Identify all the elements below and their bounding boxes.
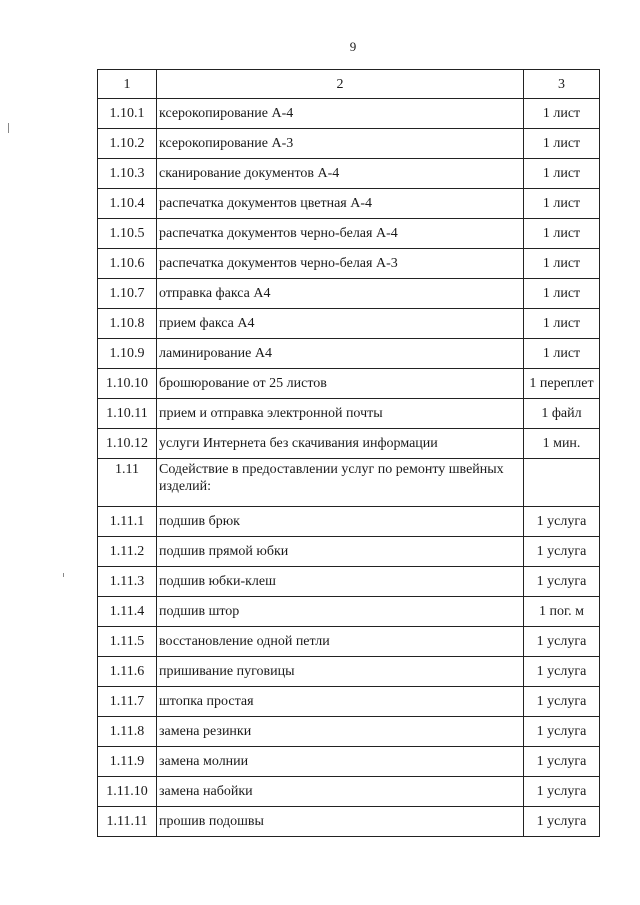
service-name-cell: услуги Интернета без скачивания информации [157,429,524,459]
table-row [98,429,600,459]
table-row [98,507,600,537]
scan-mark-left-2 [63,573,64,577]
service-name-cell: подшив юбки-клеш [157,567,524,597]
unit-cell [524,459,600,507]
row-number-cell: 1.11.4 [98,597,157,627]
unit-cell: 1 услуга [524,567,600,597]
unit-cell: 1 лист [524,129,600,159]
service-name-cell: пришивание пуговицы [157,657,524,687]
row-number-cell: 1.10.7 [98,279,157,309]
service-name-cell: подшив штор [157,597,524,627]
row-number-cell: 1.10.9 [98,339,157,369]
table-header-row [98,70,600,99]
service-name-cell: замена набойки [157,777,524,807]
service-name-cell: распечатка документов цветная А-4 [157,189,524,219]
service-name-cell: сканирование документов А-4 [157,159,524,189]
table-row [98,279,600,309]
unit-cell: 1 переплет [524,369,600,399]
unit-cell: 1 лист [524,99,600,129]
row-number-cell: 1.11.11 [98,807,157,837]
table-row [98,249,600,279]
header-col-1: 1 [98,70,157,99]
service-name-cell: Содействие в предоставлении услуг по ремонту швейных изделий: [157,459,524,507]
row-number-cell: 1.11.8 [98,717,157,747]
table-row [98,339,600,369]
unit-cell: 1 лист [524,279,600,309]
table-row [98,159,600,189]
unit-cell: 1 лист [524,189,600,219]
row-number-cell: 1.10.8 [98,309,157,339]
table-row [98,129,600,159]
row-number-cell: 1.11.1 [98,507,157,537]
service-name-cell: брошюрование от 25 листов [157,369,524,399]
row-number-cell: 1.11.9 [98,747,157,777]
service-name-cell: подшив брюк [157,507,524,537]
row-number-cell: 1.11 [98,459,157,507]
unit-cell: 1 лист [524,249,600,279]
row-number-cell: 1.10.2 [98,129,157,159]
table-row [98,777,600,807]
unit-cell: 1 услуга [524,717,600,747]
service-name-cell: ксерокопирование А-3 [157,129,524,159]
row-number-cell: 1.11.6 [98,657,157,687]
service-name-cell: распечатка документов черно-белая А-4 [157,219,524,249]
service-name-cell: замена молнии [157,747,524,777]
unit-cell: 1 лист [524,339,600,369]
table-row [98,99,600,129]
table-row [98,567,600,597]
table-row [98,399,600,429]
service-name-cell: восстановление одной петли [157,627,524,657]
table-row [98,807,600,837]
row-number-cell: 1.10.6 [98,249,157,279]
unit-cell: 1 пог. м [524,597,600,627]
unit-cell: 1 услуга [524,687,600,717]
table-row [98,369,600,399]
unit-cell: 1 услуга [524,777,600,807]
row-number-cell: 1.11.5 [98,627,157,657]
scan-mark-left [8,123,9,133]
row-number-cell: 1.10.1 [98,99,157,129]
service-name-cell: прошив подошвы [157,807,524,837]
unit-cell: 1 лист [524,219,600,249]
table-row [98,309,600,339]
unit-cell: 1 услуга [524,537,600,567]
row-number-cell: 1.10.10 [98,369,157,399]
table-row [98,597,600,627]
row-number-cell: 1.10.11 [98,399,157,429]
unit-cell: 1 услуга [524,627,600,657]
service-name-cell: замена резинки [157,717,524,747]
table-row [98,189,600,219]
row-number-cell: 1.10.4 [98,189,157,219]
row-number-cell: 1.10.5 [98,219,157,249]
table-row [98,627,600,657]
page-number: 9 [349,39,357,54]
row-number-cell: 1.11.10 [98,777,157,807]
table-row [98,687,600,717]
row-number-cell: 1.11.3 [98,567,157,597]
row-number-cell: 1.10.12 [98,429,157,459]
header-col-2: 2 [157,70,524,99]
table-row [98,459,600,507]
unit-cell: 1 лист [524,159,600,189]
table-row [98,717,600,747]
service-name-cell: ламинирование А4 [157,339,524,369]
unit-cell: 1 услуга [524,807,600,837]
row-number-cell: 1.10.3 [98,159,157,189]
service-name-cell: ксерокопирование А-4 [157,99,524,129]
unit-cell: 1 услуга [524,507,600,537]
service-name-cell: подшив прямой юбки [157,537,524,567]
table-row [98,657,600,687]
unit-cell: 1 мин. [524,429,600,459]
row-number-cell: 1.11.2 [98,537,157,567]
service-name-cell: распечатка документов черно-белая А-3 [157,249,524,279]
service-name-cell: прием и отправка электронной почты [157,399,524,429]
table-row [98,537,600,567]
table-row [98,747,600,777]
service-name-cell: прием факса А4 [157,309,524,339]
table-row [98,219,600,249]
unit-cell: 1 файл [524,399,600,429]
unit-cell: 1 услуга [524,657,600,687]
service-name-cell: штопка простая [157,687,524,717]
services-table [97,69,600,837]
header-col-3: 3 [524,70,600,99]
unit-cell: 1 услуга [524,747,600,777]
unit-cell: 1 лист [524,309,600,339]
service-name-cell: отправка факса А4 [157,279,524,309]
row-number-cell: 1.11.7 [98,687,157,717]
